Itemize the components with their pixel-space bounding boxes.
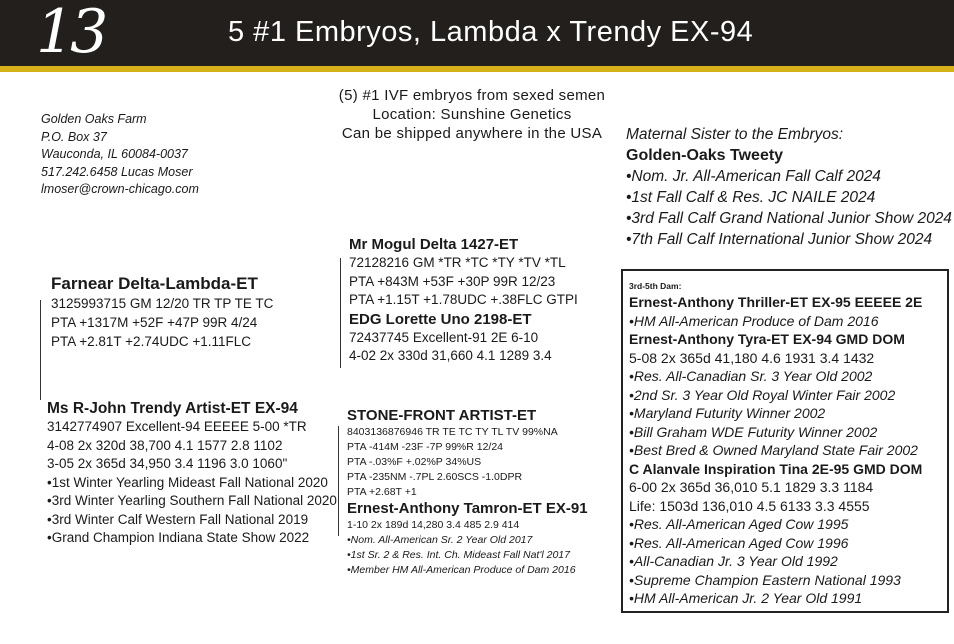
sire-dam-line: 72437745 Excellent-91 2E 6-10 <box>349 329 539 345</box>
fifth-dam-award: •Res. All-American Aged Cow 1995 <box>629 516 849 532</box>
farm-email: lmoser@crown-chicago.com <box>41 182 199 196</box>
maternal-sister-heading: Maternal Sister to the Embryos: <box>626 126 844 143</box>
dam-award: •1st Winter Yearling Mideast Fall National 2020 <box>47 474 328 490</box>
dam-dam-award: •Nom. All-American Sr. 2 Year Old 2017 <box>347 534 533 546</box>
farm-po-box: P.O. Box 37 <box>41 129 107 144</box>
sire-line: 3125993715 GM 12/20 TR TP TE TC <box>51 296 274 311</box>
ancestor-dams-label: 3rd-5th Dam: <box>629 281 682 291</box>
fourth-dam-award: •Best Bred & Owned Maryland State Fair 2002 <box>629 442 918 458</box>
pedigree-connector-line <box>338 426 339 536</box>
sire-dam-line: 4-02 2x 330d 31,660 4.1 1289 3.4 <box>349 348 552 363</box>
dam-line: 4-08 2x 320d 38,700 4.1 1577 2.8 1102 <box>47 437 283 453</box>
dam-dam-record: 1-10 2x 189d 14,280 3.4 485 2.9 414 <box>347 519 520 531</box>
header-bar <box>0 0 954 72</box>
fourth-dam-award: •Bill Graham WDE Futurity Winner 2002 <box>629 423 878 440</box>
dam-dam-award: •1st Sr. 2 & Res. Int. Ch. Mideast Fall Nat'l 2017 <box>347 549 570 561</box>
embryo-info-line: Can be shipped anywhere in the USA <box>341 125 603 142</box>
fourth-dam-award: •2nd Sr. 3 Year Old Royal Winter Fair 2002 <box>629 386 896 403</box>
award-item: •3rd Fall Calf Grand National Junior Show 2024 <box>626 210 952 227</box>
sire-line: PTA +2.81T +2.74UDC +1.11FLC <box>51 334 251 349</box>
fifth-dam-record: Life: 1503d 136,010 4.5 6133 3.3 4555 <box>629 497 870 514</box>
dam-block <box>47 399 337 548</box>
dam-sire-name: STONE-FRONT ARTIST-ET <box>347 407 537 424</box>
fourth-dam-award: •Maryland Futurity Winner 2002 <box>629 405 826 421</box>
sire-dam-name: EDG Lorette Uno 2198-ET <box>349 310 532 328</box>
fifth-dam-award: •All-Canadian Jr. 3 Year Old 1992 <box>629 553 838 569</box>
fifth-dam-award: •Res. All-American Aged Cow 1996 <box>629 534 849 551</box>
dam-dam-award: •Member HM All-American Produce of Dam 2016 <box>347 564 576 576</box>
third-dam-name: Ernest-Anthony Thriller-ET EX-95 EEEEE 2E <box>629 294 923 310</box>
fifth-dam-award: •Supreme Champion Eastern National 1993 <box>629 571 901 588</box>
sire-name: Farnear Delta-Lambda-ET <box>51 274 258 293</box>
dam-line: 3-05 2x 365d 34,950 3.4 1196 3.0 1060" <box>47 456 288 471</box>
embryo-info-line: (5) #1 IVF embryos from sexed semen <box>338 87 606 104</box>
fourth-dam-award: •Res. All-Canadian Sr. 3 Year Old 2002 <box>629 368 873 384</box>
fifth-dam-record: 6-00 2x 365d 36,010 5.1 1829 3.3 1184 <box>629 479 874 495</box>
dam-sire-line: PTA +2.68T +1 <box>347 486 417 498</box>
fifth-dam-award: •HM All-American Jr. 2 Year Old 1991 <box>629 590 863 606</box>
award-item: •1st Fall Calf & Res. JC NAILE 2024 <box>626 189 876 206</box>
dam-award: •3rd Winter Yearling Southern Fall National 2020 <box>47 493 337 508</box>
fifth-dam-name: C Alanvale Inspiration Tina 2E-95 GMD DOM <box>629 460 923 477</box>
pedigree-connector-line <box>40 300 41 400</box>
dam-sire-line: PTA -235NM -.7PL 2.60SCS -1.0DPR <box>347 471 523 483</box>
dam-dam-name: Ernest-Anthony Tamron-ET EX-91 <box>347 500 588 517</box>
dam-line: 3142774907 Excellent-94 EEEEE 5-00 *TR <box>47 419 307 434</box>
award-item: •Nom. Jr. All-American Fall Calf 2024 <box>626 168 881 185</box>
farm-name: Golden Oaks Farm <box>41 112 147 126</box>
dam-sire-line: PTA -414M -23F -7P 99%R 12/24 <box>347 441 504 453</box>
third-dam-award: •HM All-American Produce of Dam 2016 <box>629 312 879 329</box>
dam-sire-line: PTA -.03%F +.02%P 34%US <box>347 456 482 468</box>
sire-sire-line: PTA +1.15T +1.78UDC +.38FLC GTPI <box>349 292 578 307</box>
dam-parents-block <box>347 407 588 578</box>
sire-block <box>51 274 273 351</box>
maternal-sister-name: Golden-Oaks Tweety <box>626 147 784 164</box>
embryo-info <box>312 86 632 143</box>
dam-sire-line: 8403136876946 TR TE TC TY TL TV 99%NA <box>347 426 558 438</box>
farm-contact <box>41 111 199 199</box>
fourth-dam-name: Ernest-Anthony Tyra-ET EX-94 GMD DOM <box>629 331 905 347</box>
maternal-sister <box>626 124 952 250</box>
sire-sire-line: PTA +843M +53F +30P 99R 12/23 <box>349 273 556 289</box>
sire-sire-line: 72128216 GM *TR *TC *TY *TV *TL <box>349 255 566 270</box>
ancestor-dams-box <box>621 269 949 613</box>
farm-phone: 517.242.6458 Lucas Moser <box>41 164 193 179</box>
sire-line: PTA +1317M +52F +47P 99R 4/24 <box>51 315 258 330</box>
pedigree-connector-line <box>340 258 341 368</box>
dam-award: •3rd Winter Calf Western Fall National 2019 <box>47 511 309 527</box>
farm-city: Wauconda, IL 60084-0037 <box>41 147 188 161</box>
award-item: •7th Fall Calf International Junior Show 2024 <box>626 231 933 248</box>
dam-name: Ms R-John Trendy Artist-ET EX-94 <box>47 400 298 417</box>
embryo-info-line: Location: Sunshine Genetics <box>372 106 572 123</box>
sire-sire-name: Mr Mogul Delta 1427-ET <box>349 236 519 253</box>
fourth-dam-record: 5-08 2x 365d 41,180 4.6 1931 3.4 1432 <box>629 349 875 366</box>
sire-parents-block <box>349 235 578 366</box>
page-title: 5 #1 Embryos, Lambda x Trendy EX-94 <box>228 16 754 48</box>
dam-award: •Grand Champion Indiana State Show 2022 <box>47 530 310 545</box>
lot-number: 13 <box>36 0 105 67</box>
